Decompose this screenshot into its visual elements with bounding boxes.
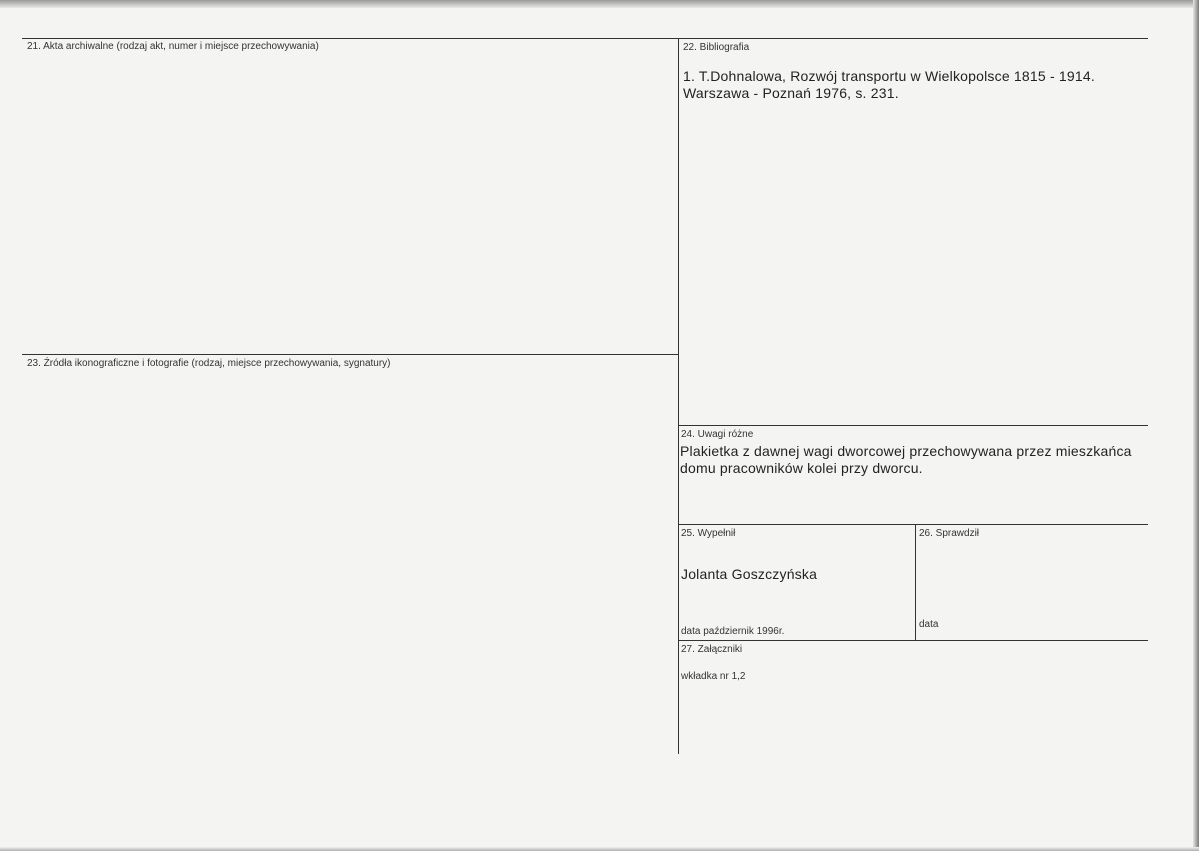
remarks-line-2: domu pracowników kolei przy dworcu. xyxy=(680,460,923,476)
section-26-label: 26. Sprawdził xyxy=(919,528,980,539)
bibliography-line-2: Warszawa - Poznań 1976, s. 231. xyxy=(683,85,899,101)
scan-shadow-bottom xyxy=(0,847,1199,851)
checked-by-date: data xyxy=(919,619,939,630)
filled-by-date: data październik 1996r. xyxy=(681,626,785,637)
remarks-line-1: Plakietka z dawnej wagi dworcowej przechowywana przez mieszkańca xyxy=(680,443,1132,459)
top-rule xyxy=(22,38,1148,39)
section-27-label: 27. Załączniki xyxy=(681,644,743,655)
section-25-label: 25. Wypełnił xyxy=(681,528,736,539)
scan-shadow-right xyxy=(1193,0,1199,851)
rule-section-24 xyxy=(678,425,1148,426)
rule-section-27 xyxy=(678,640,1148,641)
section-22-label: 22. Bibliografia xyxy=(683,42,750,53)
divider-25-26 xyxy=(915,524,916,640)
scan-shadow-top xyxy=(0,0,1199,8)
center-divider xyxy=(678,38,679,754)
section-23-label: 23. Źródła ikonograficzne i fotografie (rodzaj, miejsce przechowywania, sygnatury) xyxy=(27,358,391,369)
rule-section-25 xyxy=(678,524,1148,525)
section-21-label: 21. Akta archiwalne (rodzaj akt, numer i miejsce przechowywania) xyxy=(27,41,319,52)
rule-section-23 xyxy=(22,354,678,355)
section-24-label: 24. Uwagi różne xyxy=(681,429,754,440)
attachments-value: wkładka nr 1,2 xyxy=(681,671,746,682)
bibliography-line-1: 1. T.Dohnalowa, Rozwój transportu w Wielkopolsce 1815 - 1914. xyxy=(683,68,1095,84)
filled-by-name: Jolanta Goszczyńska xyxy=(681,566,818,582)
